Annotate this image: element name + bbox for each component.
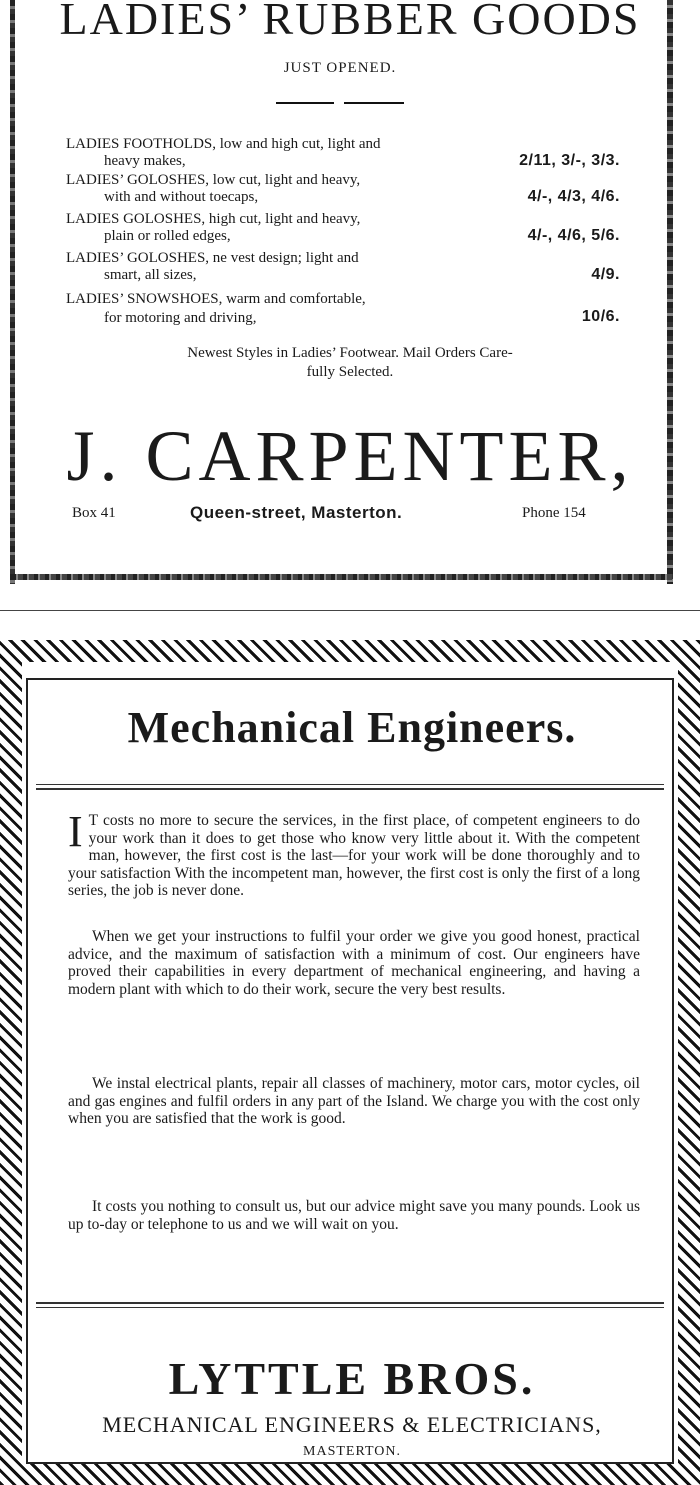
item-description-cont: with and without toecaps, bbox=[104, 189, 259, 205]
paragraph-services: We instal electrical plants, repair all classes of machinery, motor cars, motor cycles, oil and gas engines and fulfil orders in any part of the Island. We charge you with the cost only when you are satisfied that the work is good. bbox=[68, 1075, 640, 1127]
postal-box: Box 41 bbox=[72, 505, 116, 521]
ad-panel bbox=[26, 678, 674, 1464]
left-border-rule bbox=[10, 0, 15, 584]
ad-heading: Mechanical Engineers. bbox=[127, 703, 577, 752]
double-rule-top bbox=[36, 784, 664, 790]
ad-subtitle: JUST OPENED. bbox=[283, 60, 397, 76]
firm-trade: MECHANICAL ENGINEERS & ELECTRICIANS, bbox=[102, 1412, 602, 1437]
item-description: LADIES’ SNOWSHOES, warm and comfortable, bbox=[66, 291, 366, 307]
merchant-name: J. CARPENTER, bbox=[66, 416, 634, 496]
mechanical-engineers-advertisement bbox=[0, 640, 700, 1485]
item-price: 4/-, 4/3, 4/6. bbox=[527, 188, 620, 205]
item-description-cont: for motoring and driving, bbox=[104, 310, 257, 326]
item-description: LADIES FOOTHOLDS, low and high cut, light and bbox=[66, 136, 381, 152]
right-border-rule bbox=[667, 0, 673, 584]
paragraph-consult: It costs you nothing to consult us, but our advice might save you many pounds. Look us up to-day or telephone to us and we will wait on you. bbox=[68, 1198, 640, 1233]
item-price: 2/11, 3/-, 3/3. bbox=[519, 152, 620, 169]
paragraph-intro bbox=[68, 807, 640, 900]
item-description: LADIES GOLOSHES, high cut, light and heavy, bbox=[66, 211, 361, 227]
mail-order-note: Newest Styles in Ladies’ Footwear. Mail Orders Care- bbox=[187, 345, 513, 361]
item-price: 4/-, 4/6, 5/6. bbox=[527, 227, 620, 244]
paragraph-intro-text: T costs no more to secure the services, in the first place, of competent engineers to do your work than it does to get those who know very little about it. With the competent man, however, the first cost is the last—for your work will be done thoroughly and to your satisfaction With the incompetent man, however, the first cost is only the first of a long series, the job is never done. bbox=[68, 812, 640, 899]
bottom-border-rule bbox=[12, 574, 672, 580]
item-description-cont: smart, all sizes, bbox=[104, 267, 197, 283]
rubber-goods-advertisement bbox=[0, 0, 700, 592]
firm-town: MASTERTON. bbox=[303, 1444, 401, 1459]
column-separator bbox=[0, 610, 700, 611]
street-address: Queen-street, Masterton. bbox=[190, 503, 403, 522]
item-description-cont: heavy makes, bbox=[104, 153, 186, 169]
item-description: LADIES’ GOLOSHES, ne vest design; light and bbox=[66, 250, 359, 266]
paragraph-instructions: When we get your instructions to fulfil your order we give you good honest, practical advice, and the maximum of satisfaction with a minimum of cost. Our engineers have proved their capabilities in every department of mechanical engineering, and having a modern plant with which to do their work, secure the very best results. bbox=[68, 928, 640, 998]
item-price: 10/6. bbox=[581, 308, 620, 325]
ad-title: LADIES’ RUBBER GOODS bbox=[59, 0, 641, 44]
double-rule-bottom bbox=[36, 1302, 664, 1308]
phone-number: Phone 154 bbox=[522, 505, 586, 521]
ornamental-divider bbox=[276, 102, 404, 105]
mail-order-note-cont: fully Selected. bbox=[306, 364, 394, 380]
item-description: LADIES’ GOLOSHES, low cut, light and heavy, bbox=[66, 172, 361, 188]
item-price: 4/9. bbox=[591, 266, 620, 283]
drop-cap: I bbox=[68, 807, 83, 856]
item-description-cont: plain or rolled edges, bbox=[104, 228, 231, 244]
firm-name: LYTTLE BROS. bbox=[168, 1353, 536, 1404]
